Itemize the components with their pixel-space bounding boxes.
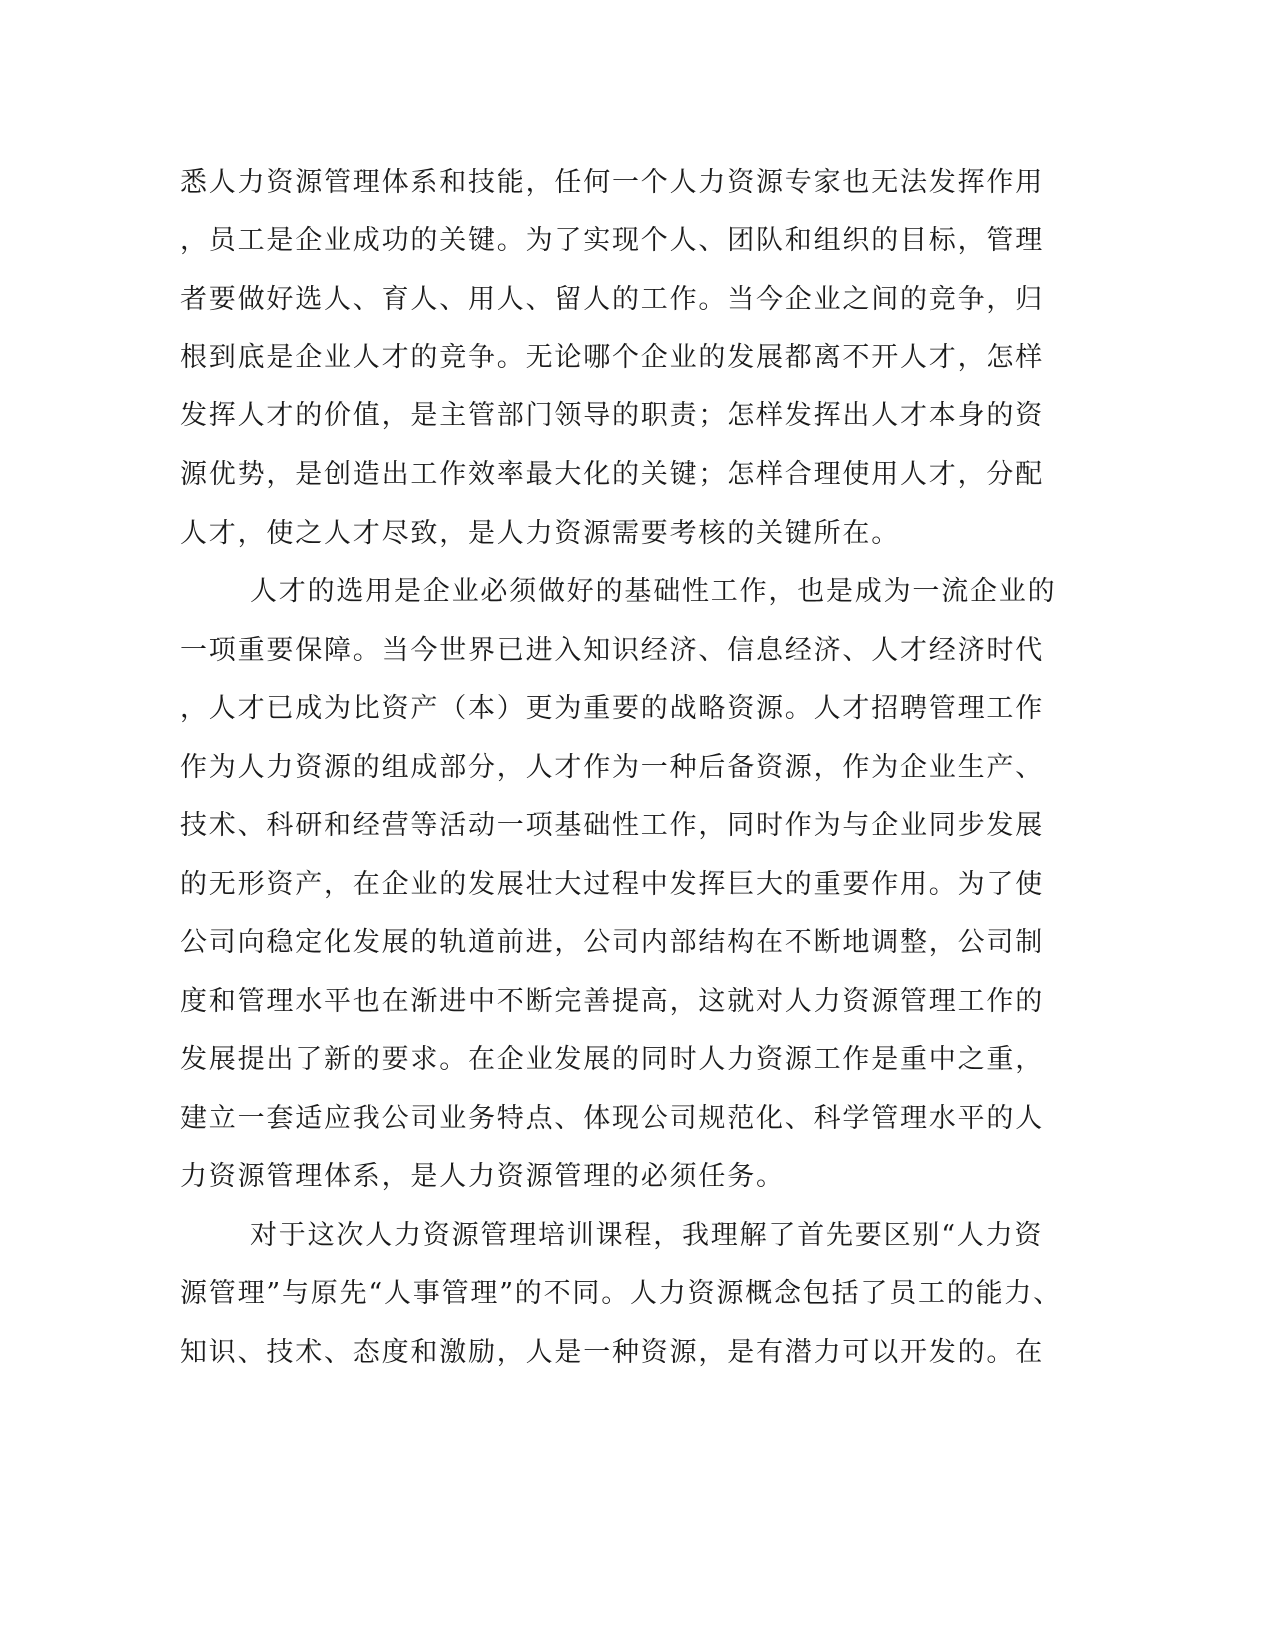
text-line: 者要做好选人、育人、用人、留人的工作。当今企业之间的竞争，归 [180,284,1044,315]
text-line: 源管理”与原先“人事管理”的不同。人力资源概念包括了员工的能力、 [180,1278,1063,1309]
text-line: 技术、科研和经营等活动一项基础性工作，同时作为与企业同步发展 [180,810,1044,841]
text-line: 度和管理水平也在渐进中不断完善提高，这就对人力资源管理工作的 [180,986,1044,1017]
text-line: 一项重要保障。当今世界已进入知识经济、信息经济、人才经济时代 [180,635,1044,666]
text-line: 发展提出了新的要求。在企业发展的同时人力资源工作是重中之重， [180,1044,1044,1075]
text-line: 作为人力资源的组成部分，人才作为一种后备资源，作为企业生产、 [180,752,1044,783]
text-line: 的无形资产，在企业的发展壮大过程中发挥巨大的重要作用。为了使 [180,869,1044,900]
text-line: 建立一套适应我公司业务特点、体现公司规范化、科学管理水平的人 [180,1103,1044,1134]
text-line: 人才，使之人才尽致，是人力资源需要考核的关键所在。 [180,518,900,549]
text-line: ，人才已成为比资产（本）更为重要的战略资源。人才招聘管理工作 [180,693,1044,724]
text-line: ，员工是企业成功的关键。为了实现个人、团队和组织的目标，管理 [180,225,1044,256]
text-line: 知识、技术、态度和激励，人是一种资源，是有潜力可以开发的。在 [180,1337,1044,1368]
paragraph-first-line: 人才的选用是企业必须做好的基础性工作，也是成为一流企业的 [250,576,1057,607]
text-line: 发挥人才的价值，是主管部门领导的职责；怎样发挥出人才本身的资 [180,400,1044,431]
text-line: 力资源管理体系，是人力资源管理的必须任务。 [180,1161,785,1192]
paragraph-first-line: 对于这次人力资源管理培训课程，我理解了首先要区别“人力资 [250,1220,1044,1251]
text-line: 悉人力资源管理体系和技能，任何一个人力资源专家也无法发挥作用 [180,167,1044,198]
text-line: 根到底是企业人才的竞争。无论哪个企业的发展都离不开人才，怎样 [180,342,1044,373]
text-line: 公司向稳定化发展的轨道前进，公司内部结构在不断地调整，公司制 [180,927,1044,958]
text-line: 源优势，是创造出工作效率最大化的关键；怎样合理使用人才，分配 [180,459,1044,490]
